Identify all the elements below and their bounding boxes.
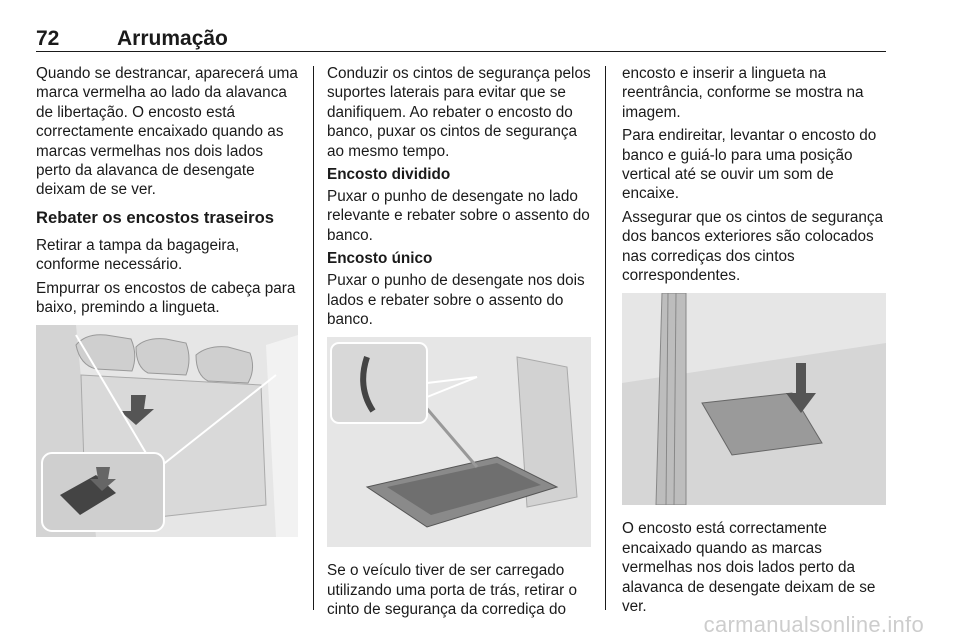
section-heading: Rebater os encostos traseiros: [36, 207, 274, 227]
paragraph: Assegurar que os cintos de segurança dos bancos exteriores são colocados nas corrediças dos cintos correspondentes.: [622, 208, 884, 285]
rear-seat-illustration: [36, 325, 298, 537]
page-title: Arrumação: [117, 27, 228, 50]
paragraph: Para endireitar, levantar o encosto do banco e guiá-lo para uma posição vertical até se ouvir um som de encaixe.: [622, 127, 877, 203]
column-middle: [327, 64, 593, 624]
paragraph: Quando se destrancar, aparecerá uma marca vermelha ao lado da alavanca de libertação. O encosto está correctamente encaixado quando as marcas vermelhas nos dois lados perto da alavanca de desengate deixam de se ver.: [36, 65, 298, 199]
subheading: Encosto dividido: [327, 166, 451, 184]
paragraph: Conduzir os cintos de segurança pelos suportes laterais para evitar que se danifiquem. Ao rebater o encosto do banco, puxar os cintos de segurança ao mesmo tempo.: [327, 65, 591, 160]
figure-belt-guide: [622, 293, 886, 505]
figure-folded-seatback: [327, 337, 591, 547]
column-right: [622, 64, 888, 621]
header-rule: [36, 51, 886, 52]
column-separator: [313, 66, 314, 610]
folded-seat-illustration: [327, 337, 591, 547]
paragraph: Puxar o punho de desengate no lado relevante e rebater sobre o assento do banco.: [327, 188, 590, 244]
belt-guide-illustration: [622, 293, 886, 505]
paragraph: O encosto está correctamente encaixado quando as marcas vermelhas nos dois lados perto da alavanca de desengate deixam de se ver.: [622, 520, 876, 616]
watermark: carmanualsonline.info: [703, 612, 924, 637]
paragraph: Puxar o punho de desengate nos dois lados e rebater sobre o assento do banco.: [327, 272, 585, 329]
paragraph: Empurrar os encostos de cabeça para baixo, premindo a lingueta.: [36, 279, 296, 317]
figure-rear-seats-headrests: [36, 325, 298, 537]
column-separator: [605, 66, 606, 610]
paragraph: Se o veículo tiver de ser carregado utilizando uma porta de trás, retirar o cinto de segurança da corrediça do: [327, 562, 577, 619]
page-number: 72: [36, 27, 60, 50]
subheading: Encosto único: [327, 250, 433, 268]
column-left: [36, 64, 300, 551]
paragraph: Retirar a tampa da bagageira, conforme necessário.: [36, 236, 240, 274]
paragraph: encosto e inserir a lingueta na reentrância, conforme se mostra na imagem.: [622, 65, 864, 121]
